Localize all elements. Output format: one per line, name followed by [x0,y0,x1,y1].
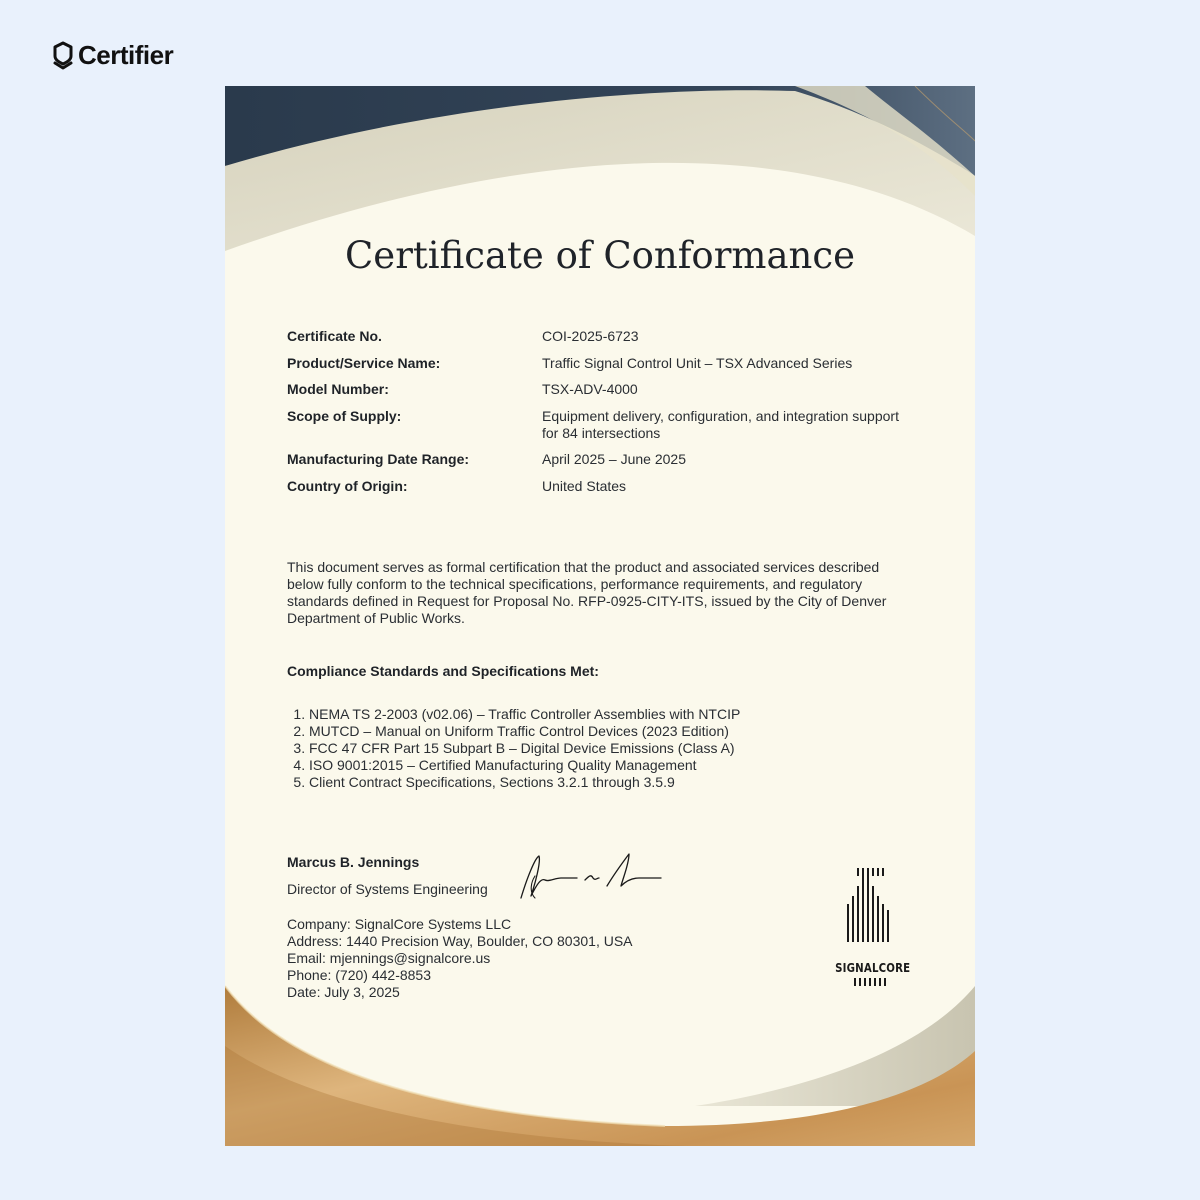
signalcore-logo [829,864,911,993]
contact-details [287,916,633,1001]
contact-phone: Phone: (720) 442-8853 [287,967,431,983]
field-label: Product/Service Name: [287,354,441,371]
field-value: United States [542,477,627,494]
list-item: 2. MUTCD – Manual on Uniform Traffic Control Devices (2023 Edition) [309,723,740,740]
signalcore-bars-icon [829,864,911,954]
brand-name: Certifier [78,40,174,70]
signer-name: Marcus B. Jennings [287,854,420,870]
field-label: Scope of Supply: [287,407,402,424]
list-item: 1. NEMA TS 2-2003 (v02.06) – Traffic Controller Assemblies with NTCIP [309,706,740,723]
list-item: 5. Client Contract Specifications, Sections 3.2.1 through 3.5.9 [309,774,740,791]
list-item: 4. ISO 9001:2015 – Certified Manufacturing Quality Management [309,757,740,774]
signalcore-logo-text: SIGNALCORE [835,961,911,975]
certificate-title: Certificate of Conformance [345,234,855,277]
field-model-number [287,381,927,398]
brand-logo [52,40,173,71]
contact-address: Address: 1440 Precision Way, Boulder, CO 80301, USA [287,933,633,949]
field-country-of-origin [287,478,927,495]
contact-company: Company: SignalCore Systems LLC [287,916,512,932]
certificate-fields [287,328,927,504]
field-label: Certificate No. [287,328,382,344]
contact-email: Email: mjennings@signalcore.us [287,950,491,966]
field-label: Country of Origin: [287,477,408,494]
contact-date: Date: July 3, 2025 [287,984,400,1000]
certification-statement: This document serves as formal certification that the product and associated services described below fully conform to the technical specifications, performance requirements, and regulatory standards defined in Request for Proposal No. RFP-0925-CITY-ITS, issued by the City of Denver Department of Public Works. [287,559,887,626]
field-certificate-number [287,328,927,345]
standards-list [287,706,740,791]
signalcore-bottom-bars-icon [829,976,911,988]
list-item: 3. FCC 47 CFR Part 15 Subpart B – Digital Device Emissions (Class A) [309,740,740,757]
field-value: Traffic Signal Control Unit – TSX Advanced Series [542,354,853,371]
field-product-name [287,355,927,372]
shield-logo-icon [52,41,74,71]
compliance-heading: Compliance Standards and Specifications Met: [287,663,599,679]
field-value: TSX-ADV-4000 [542,381,638,397]
field-value: COI-2025-6723 [542,328,639,344]
signer-title: Director of Systems Engineering [287,881,488,897]
field-label: Manufacturing Date Range: [287,451,470,467]
field-value: April 2025 – June 2025 [542,451,686,467]
field-manufacturing-date-range [287,451,927,468]
signature-image [515,848,665,904]
field-scope-of-supply [287,408,927,442]
field-label: Model Number: [287,381,389,397]
field-value: Equipment delivery, configuration, and integration support for 84 intersections [542,407,899,441]
certificate-document [225,86,975,1146]
